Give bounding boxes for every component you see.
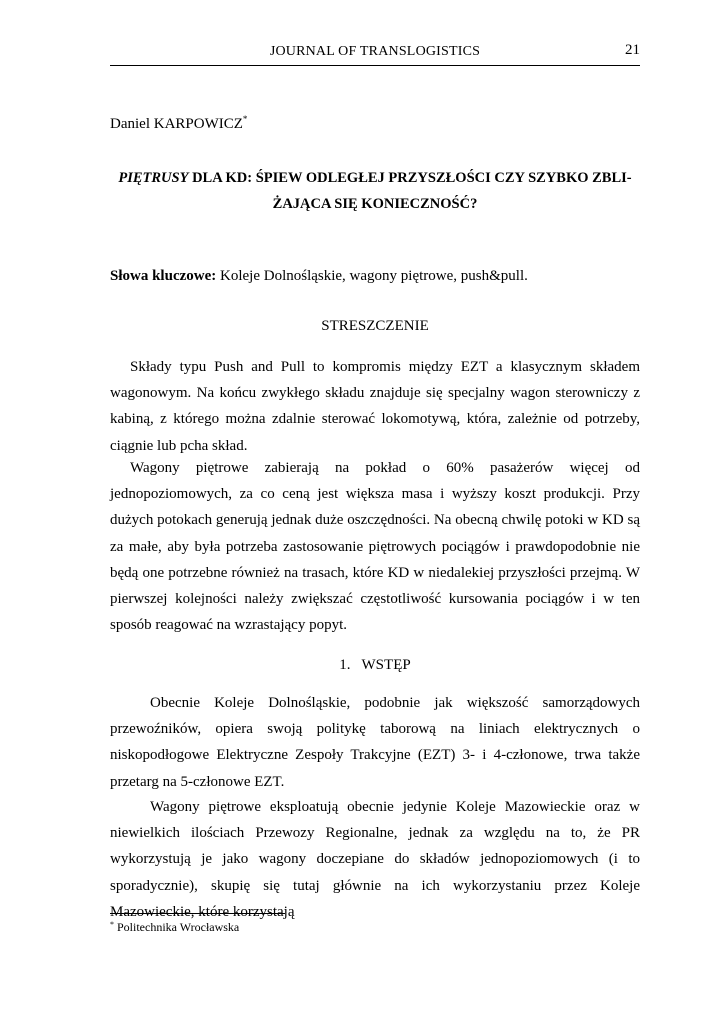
section-heading: 1. WSTĘP xyxy=(339,657,411,673)
abstract-paragraph-2: Wagony piętrowe zabierają na pokład o 60% pasażerów więcej od jednopoziomowych, za co ceną jest większa masa i wyższy koszt produkcji. Przy dużych potokach generują jednak duże oszczędności. Na obecną chwilę potoki w KD są za małe, aby była potrzeba zastosowanie piętrowych pociągów i prawdopodobnie nie będą one potrzebne również na trasach, które KD w niedalekiej przyszłości przejmą. W pierwszej kolejności należy zwiększać częstotliwość kursowania pociągów i w ten sposób reagować na wzrastający popyt. xyxy=(110,460,640,634)
keywords-label: Słowa kluczowe: xyxy=(110,268,217,284)
page-number: 21 xyxy=(625,42,640,58)
footnote-text: Politechnika Wrocławska xyxy=(114,920,240,934)
author-line xyxy=(110,116,247,133)
keywords-text: Koleje Dolnośląskie, wagony piętrowe, push&pull. xyxy=(216,268,528,284)
abstract-paragraph-1: Składy typu Push and Pull to kompromis między EZT a klasycznym składem wagonowym. Na końcu zwykłego składu znajduje się specjalny wagon sterowniczy z kabiną, z którego można zdalnie sterować lokomotywą, która, zależnie od potrzeby, ciągnie lub pcha skład. xyxy=(110,359,640,454)
title-rest-line-1: DLA KD: ŚPIEW ODLEGŁEJ PRZYSZŁOŚCI CZY SZYBKO ZBLI- xyxy=(188,170,632,186)
intro-paragraph-2: Wagony piętrowe eksploatują obecnie jedynie Koleje Mazowieckie oraz w niewielkich ilościach Przewozy Regionalne, jednak za względu na to, że PR wykorzystują je jako wagony doczepiane do składów jednopoziomowych (i to sporadycznie), skupię się tutaj głównie na ich wykorzystaniu przez Koleje Mazowieckie, które korzystają xyxy=(110,799,640,920)
author-footnote-marker: * xyxy=(242,114,248,124)
title-line-1 xyxy=(110,165,640,191)
title-line-2: ŻAJĄCA SIĘ KONIECZNOŚĆ? xyxy=(272,196,478,212)
footnote-divider xyxy=(110,913,285,914)
footnote-marker: * xyxy=(110,920,114,929)
footnote xyxy=(110,920,239,935)
abstract-heading: STRESZCZENIE xyxy=(321,318,429,334)
paper-title xyxy=(110,165,640,217)
header-divider xyxy=(110,65,640,66)
author-name: Daniel KARPOWICZ xyxy=(110,116,243,132)
intro-paragraph-1: Obecnie Koleje Dolnośląskie, podobnie jak większość samorządowych przewoźników, opiera swoją politykę taborową na liniach elektrycznych o niskopodłogowe Elektryczne Zespoły Trakcyjne (EZT) 3- i 4-członowe, trwa także przetarg na 5-członowe EZT. xyxy=(110,695,640,790)
running-header-title: JOURNAL OF TRANSLOGISTICS xyxy=(269,44,481,59)
keywords xyxy=(110,268,640,285)
title-italic-part: PIĘTRUSY xyxy=(118,170,189,186)
